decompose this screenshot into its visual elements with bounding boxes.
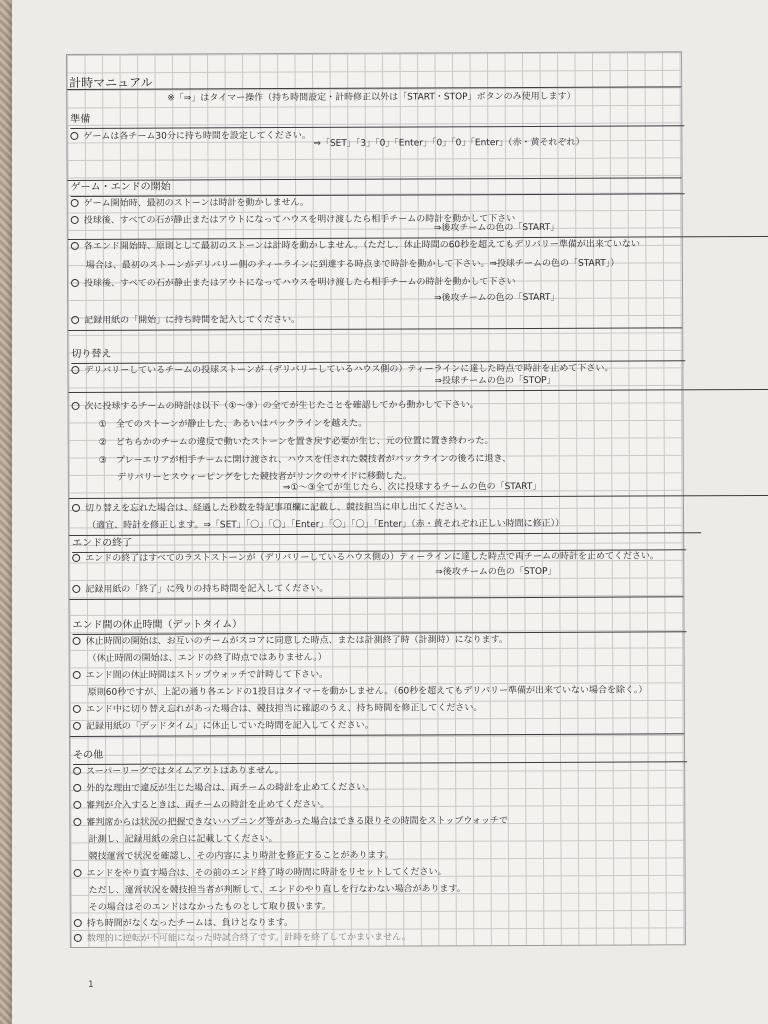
- other-line-6: 競技運営で状況を確認し、その内容により時計を修正することがあります。: [88, 850, 394, 862]
- circle-bullet-icon: [73, 801, 81, 809]
- circle-bullet-icon: [73, 705, 81, 713]
- start-line-4: 各エンド開始時、原則として最初のストーンは計時を動かしません。（ただし、休止時間の60秒を超えてもデリバリー準備が出来ていない: [68, 236, 682, 256]
- switch-line-5: ② どちらかのチームの違反で動いたストーンを置き戻す必要が生じ、元の位置に置き終わった。: [98, 436, 494, 448]
- section-heading-prep: 準備: [70, 108, 684, 129]
- prep-line-1: ゲームは各チーム30分に持ち時間を設定してください。: [67, 126, 681, 146]
- other-line-8: ただし、運営状況を競技担当者が判断して、エンドのやり直しを行なわない場合があります。: [88, 884, 466, 896]
- circle-bullet-icon: [72, 554, 80, 562]
- start-line-1: ゲーム開始時、最初のストーンは時計を動かしません。: [68, 193, 682, 213]
- start-line-3: ⇒後攻チームの色の「START」: [68, 218, 768, 240]
- title-rule: [67, 74, 681, 90]
- other-line-5: 計測し、記録用紙の余白に記載してください。: [88, 834, 278, 845]
- circle-bullet-icon: [74, 869, 82, 877]
- end-line-2: ⇒後攻チームの色の「STOP」: [435, 566, 557, 578]
- switch-line-1: デリバリーしているチームの投球ストーンが（デリバリーしているハウス側の）ティーラインに達した時点で時計を止めて下さい。: [68, 360, 682, 380]
- dead-line-4: 原則60秒ですが、上記の通り各エンドの1投目はタイマーを動かしません。（60秒を超えてもデリバリー準備が出来ていない場合を除く。）: [87, 685, 648, 698]
- dead-line-1: 休止時間の開始は、お互いのチームがスコアに同意した時点、または計測終了時（計測時）になります。: [70, 631, 684, 651]
- other-line-4: 審判席からは状況の把握できないハプニング等があった場合はできる限りその時間をストップウォッチで: [70, 812, 684, 832]
- circle-bullet-icon: [73, 767, 81, 775]
- section-heading-switch: 切り替え: [71, 343, 685, 364]
- document-title: 計時マニュアル: [69, 75, 153, 90]
- start-line-2: 投球後、すべての石が静止またはアウトになってハウスを明け渡したら相手チームの時計を動かして下さい: [68, 210, 682, 230]
- switch-line-3: 次に投球するチームの時計は以下（①～③）の全てが生じたことを確認してから動かして下さい。: [69, 396, 683, 416]
- switch-line-2: ⇒投球チームの色の「STOP」: [68, 371, 768, 393]
- circle-bullet-icon: [73, 722, 81, 730]
- prep-line-2: ⇒「SET」「3」「0」「Enter」「0」「0」「Enter」（赤・黄それぞれ）: [313, 137, 585, 149]
- circle-bullet-icon: [71, 199, 79, 207]
- start-line-7: ⇒後攻チームの色の「START」: [434, 292, 560, 304]
- other-line-11: 数理的に逆転が不可能になった時試合終了です。計時を終了してかまいません。: [71, 928, 685, 948]
- start-line-8: 記録用紙の「開始」に持ち時間を記入してください。: [68, 310, 682, 331]
- switch-line-10: （適宜、時計を修正します。⇒「SET」「〇」「〇」「Enter」「〇」「〇」「Enter」（赤・黄それぞれ正しい時間に修正））: [69, 515, 701, 536]
- circle-bullet-icon: [71, 279, 79, 287]
- end-line-3: 記録用紙の「終了」に残りの持ち時間を記入してください。: [69, 579, 683, 600]
- circle-bullet-icon: [71, 316, 79, 324]
- switch-line-9: 切り替えを忘れた場合は、経過した秒数を特記事項欄に記載し、競技担当に申し出てください。: [69, 498, 683, 518]
- circle-bullet-icon: [72, 504, 80, 512]
- end-line-1: エンドの終了はすべてのラストストーンが（デリバリーしているハウス側の）ティーラインに達した時点で両チームの時計を止めてください。: [69, 548, 683, 568]
- other-line-3: 審判が介入するときは、両チームの時計を止めてください。: [70, 795, 684, 815]
- other-line-7: エンドをやり直す場合は、その前のエンド終了時の時間に時計をリセットしてください。: [71, 863, 685, 883]
- circle-bullet-icon: [74, 934, 82, 942]
- page-number: 1: [88, 980, 94, 990]
- switch-line-7: デリバリーとスウィーピングをした競技者がリンクのサイドに移動した。: [116, 471, 413, 483]
- circle-bullet-icon: [72, 402, 80, 410]
- section-heading-start: ゲーム・エンドの開始: [71, 176, 685, 197]
- circle-bullet-icon: [74, 919, 82, 927]
- circle-bullet-icon: [71, 242, 79, 250]
- section-heading-end: エンドの終了: [72, 532, 686, 553]
- section-heading-dead: エンド間の休止時間（デットタイム）: [72, 614, 686, 635]
- circle-bullet-icon: [72, 585, 80, 593]
- start-line-5: 場合は、最初のストーンがデリバリー側のティーラインに到達する時点まで時計を動かして下さい。⇒投球チームの色の「START」）: [85, 258, 620, 271]
- switch-line-4: ① 全てのストーンが静止した、あるいはバックラインを越えた。: [98, 418, 368, 430]
- circle-bullet-icon: [73, 784, 81, 792]
- dead-line-2: （休止時間の開始は、エンドの終了時点ではありません。）: [87, 652, 327, 664]
- grid-sheet: [66, 51, 686, 948]
- circle-bullet-icon: [73, 818, 81, 826]
- start-line-6: 投球後、すべての石が静止またはアウトになってハウスを明け渡したら相手チームの時計を動かして下さい: [68, 273, 682, 293]
- circle-bullet-icon: [73, 671, 81, 679]
- circle-bullet-icon: [73, 637, 81, 645]
- section-heading-other: その他: [73, 744, 687, 765]
- dead-line-5: エンド中に切り替え忘れがあった場合は、競技担当に確認のうえ、持ち時間を修正してください。: [70, 699, 684, 719]
- switch-line-6: ③ プレーエリアが相手チームに開け渡され、ハウスを任された競技者がバックラインの後ろに退き、: [98, 454, 512, 466]
- other-line-9: その場合はそのエンドはなかったものとして取り扱います。: [88, 901, 332, 913]
- other-line-2: 外的な理由で違反が生じた場合は、両チームの時計を止めてください。: [70, 778, 684, 798]
- other-line-1: スーパーリーグではタイムアウトはありません。: [70, 761, 684, 781]
- other-line-10: 持ち時間がなくなったチームは、負けとなります。: [71, 913, 685, 933]
- dead-line-3: エンド間の休止時間はストップウォッチで計時して下さい。: [70, 665, 684, 685]
- dead-line-6: 記録用紙の「デッドタイム」に休止していた時間を記入してください。: [70, 716, 684, 737]
- switch-line-8: ⇒①～③全てが生じたら、次に投球するチームの色の「START」: [69, 477, 768, 499]
- operation-note: ※「⇒」はタイマー操作（持ち時間設定・計時修正以外は「START・STOP」ボタンのみ使用します）: [167, 91, 576, 104]
- circle-bullet-icon: [71, 366, 79, 374]
